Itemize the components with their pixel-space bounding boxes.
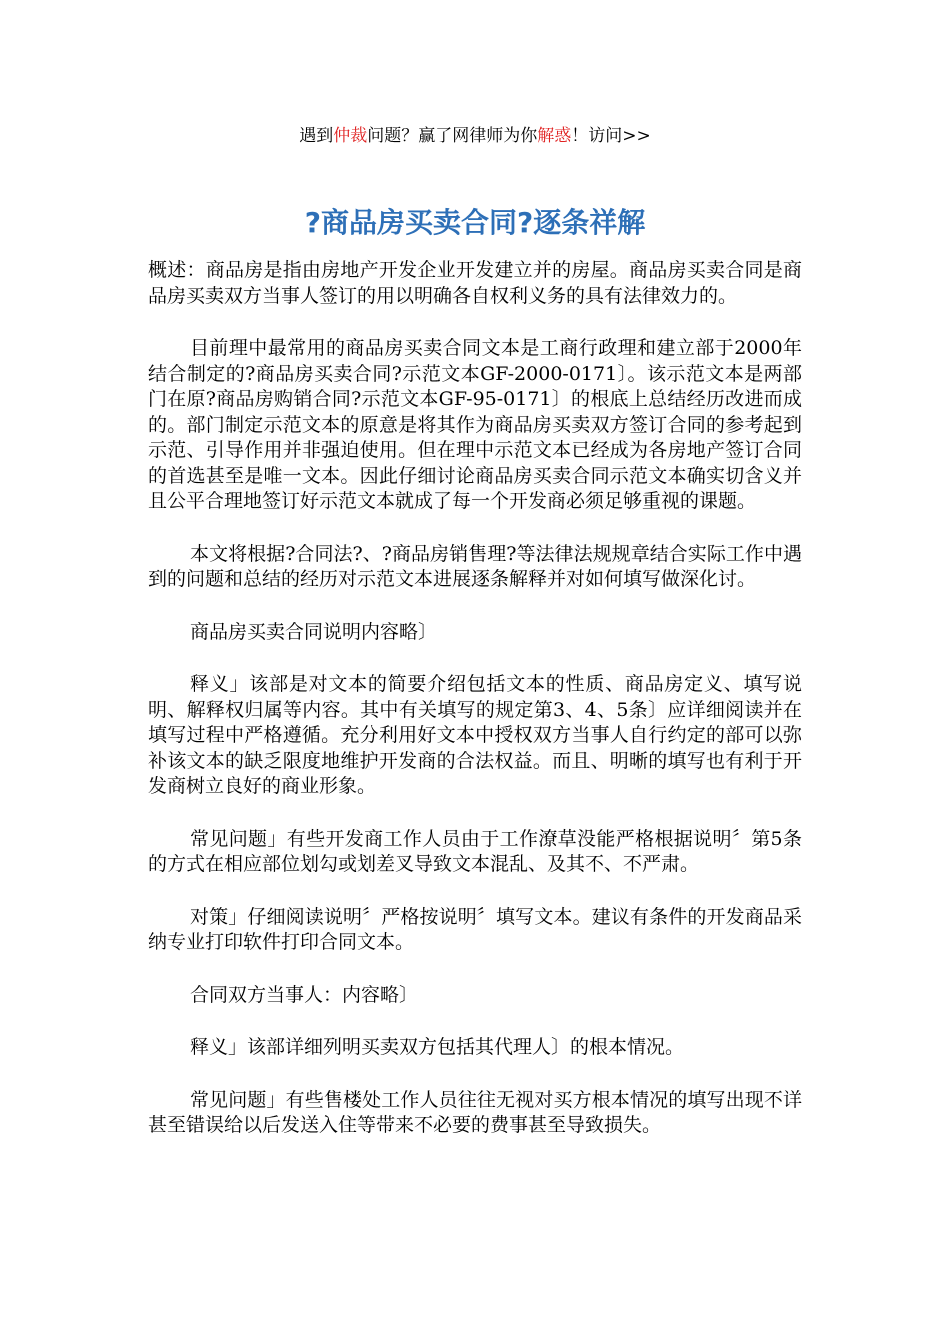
document-title: ?商品房买卖合同?逐条祥解 [304, 206, 646, 239]
paragraph: 常见问题」有些售楼处工作人员往往无视对买方根本情况的填写出现不详甚至错误给以后发送入住等带来不必要的费事甚至导致损失。 [148, 1088, 802, 1136]
paragraph: 对策」仔细阅读说明〞严格按说明〞填写文本。建议有条件的开发商品采纳专业打印软件打印合同文本。 [148, 905, 802, 953]
paragraph: 商品房买卖合同说明内容略〕 [190, 620, 438, 643]
paragraph: 释义」该部是对文本的简要介绍包括文本的性质、商品房定义、填写说明、解释权归属等内容。其中有关填写的规定第3、4、5条〕应详细阅读并在填写过程中严格遵循。充分利用好文本中授权双方当事人自行约定的部可以弥补该文本的缺乏限度地维护开发商的合法权益。而且、明晰的填写也有利于开发商树立良好的商业形象。 [148, 673, 802, 797]
paragraph-overview: 概述：商品房是指由房地产开发企业开发建立并的房屋。商品房买卖合同是商品房买卖双方当事人签订的用以明确各自权利义务的具有法律效力的。 [148, 259, 802, 307]
banner-link-arbitration[interactable]: 仲裁 [333, 126, 368, 146]
paragraph: 目前理中最常用的商品房买卖合同文本是工商行政理和建立部于2000年结合制定的?商品房买卖合同?示范文本GF-2000-0171〕。该示范文本是两部门在原?商品房购销合同?示范文本GF-95-0171〕的根底上总结经历改进而成的。部门制定示范文本的原意是将其作为商品房买卖双方签订合同的参考起到示范、引导作用并非强迫使用。但在理中示范文本已经成为各房地产签订合同的首选甚至是唯一文本。因此仔细讨论商品房买卖合同示范文本确实切含义并且公平合理地签订好示范文本就成了每一个开发商必须足够重视的课题。 [148, 337, 802, 512]
paragraph: 释义」该部详细列明买卖双方包括其代理人〕的根本情况。 [190, 1036, 685, 1058]
paragraph: 常见问题」有些开发商工作人员由于工作潦草没能严格根据说明〞第5条的方式在相应部位划勾或划差叉导致文本混乱、及其不、不严肃。 [148, 827, 802, 875]
banner-text-1: 遇到 [299, 126, 334, 146]
banner-link-answer[interactable]: 解惑 [537, 126, 572, 146]
document-body [148, 258, 802, 1166]
banner-text-2: 问题？赢了网律师为你 [367, 126, 538, 146]
promo-banner[interactable] [0, 124, 950, 148]
paragraph: 合同双方当事人：内容略〕 [190, 983, 419, 1006]
paragraph: 本文将根据?合同法?、?商品房销售理?等法律法规规章结合实际工作中遇到的问题和总结的经历对示范文本进展逐条解释并对如何填写做深化讨。 [148, 542, 802, 590]
banner-text-3[interactable]: ！访问>> [571, 126, 651, 146]
